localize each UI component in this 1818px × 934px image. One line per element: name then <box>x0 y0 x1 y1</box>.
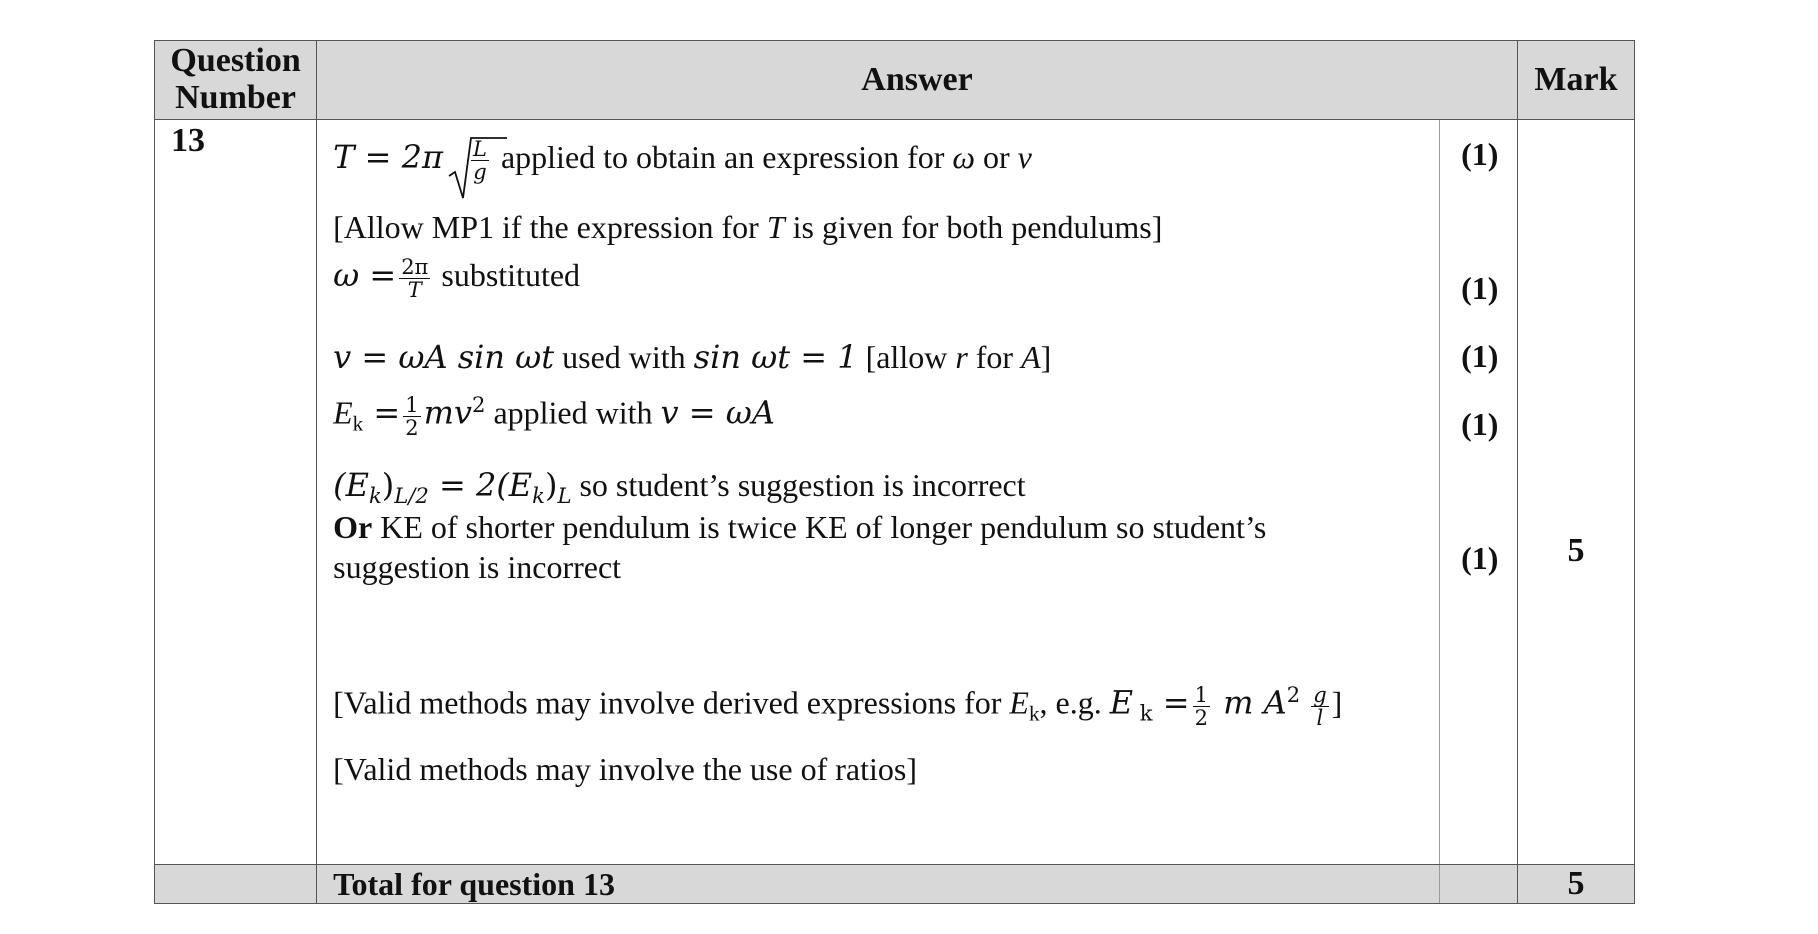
header-question-line2: Number <box>175 79 296 116</box>
mark-point-1: (1) <box>1461 136 1499 172</box>
mark-point-2: (1) <box>1461 270 1499 306</box>
ek-symbol: E <box>333 394 353 431</box>
question-row <box>155 120 1635 865</box>
mark-scheme-table <box>154 40 1635 904</box>
ek-ratio-a: (E <box>333 466 369 504</box>
allow-note <box>333 208 1162 246</box>
point-5-text: so student’s suggestion is incorrect <box>571 467 1026 503</box>
header-question-number <box>155 41 317 120</box>
header-question-line1: Question <box>170 42 301 80</box>
note1-text-a: [Valid methods may involve derived expressions for <box>333 684 1010 721</box>
point-2-text: substituted <box>433 257 581 293</box>
mark-point-3: (1) <box>1461 338 1499 374</box>
point-3-text-d: ] <box>1040 339 1052 375</box>
half-denominator: 2 <box>405 415 419 440</box>
header-mark: Mark <box>1517 41 1634 120</box>
ek-sub: k <box>352 411 364 436</box>
ek-ratio-sub2: L/2 <box>394 482 429 508</box>
ek-eq-sign: = <box>363 393 401 432</box>
note1-e-sub: k <box>1133 700 1153 726</box>
sqrt-sign-icon <box>447 134 547 204</box>
header-row <box>155 41 1635 120</box>
allow-var-t: T <box>766 209 785 245</box>
point-3-text-a: used with <box>554 339 694 375</box>
a-var: A <box>1021 339 1041 375</box>
period-formula: T = 2π <box>333 138 443 176</box>
or-bold: Or <box>333 509 373 545</box>
r-var: r <box>955 339 968 375</box>
ek-ratio-d: ) <box>544 466 558 504</box>
note-derived-expressions <box>333 682 1342 729</box>
mark-point-4: (1) <box>1461 406 1499 442</box>
header-answer: Answer <box>317 41 1518 120</box>
sqrt-numerator: L <box>473 137 487 162</box>
omega-denominator: T <box>407 278 422 303</box>
or-text: or <box>974 139 1018 175</box>
total-empty-cell <box>155 865 317 904</box>
divider <box>1439 120 1440 864</box>
note1-e: E <box>1109 683 1134 722</box>
point-4-text: applied with <box>485 394 661 431</box>
v-var: v <box>1017 139 1032 175</box>
sin-eq: sin ωt = 1 <box>693 338 858 376</box>
sqrt-denominator: g <box>473 160 487 185</box>
note-ratios: [Valid methods may involve the use of ratios] <box>333 751 917 787</box>
note1-frac2-num: g <box>1313 682 1327 707</box>
mv-term: mv <box>423 393 472 432</box>
question-number: 13 <box>155 120 317 865</box>
omega-eq: ω = <box>333 256 397 294</box>
omega-numerator: 2π <box>401 255 429 280</box>
half-numerator: 1 <box>405 392 419 417</box>
point-3-text-b: [allow <box>857 339 956 375</box>
answer-point-5-or <box>333 508 1266 546</box>
note1-ek: E <box>1009 684 1029 721</box>
note1-frac1 <box>1193 684 1210 729</box>
mv-sup: 2 <box>472 392 486 417</box>
note1-eq: = <box>1152 683 1190 722</box>
velocity-eq: v = ωA sin ωt <box>333 338 555 376</box>
note1-ek-sub: k <box>1028 701 1040 726</box>
mark-point-5: (1) <box>1461 540 1499 576</box>
answer-point-5 <box>333 466 1026 508</box>
note1-frac1-den: 2 <box>1194 705 1208 730</box>
answer-point-3 <box>333 338 1051 376</box>
note1-close: ] <box>1331 684 1343 721</box>
ek-ratio-b: ) <box>381 466 395 504</box>
note1-frac2 <box>1311 684 1328 729</box>
answer-point-2 <box>333 256 580 301</box>
total-mark-cell <box>1517 865 1634 904</box>
point-3-text-c: for <box>967 339 1022 375</box>
allow-text-b: is given for both pendulums] <box>784 209 1163 245</box>
note1-text-b: , e.g. <box>1039 684 1110 721</box>
note1-frac1-num: 1 <box>1194 682 1208 707</box>
point-1-text: applied to obtain an expression for <box>492 139 953 175</box>
total-mark: 5 <box>1567 865 1585 902</box>
answer-point-4 <box>333 392 775 439</box>
or-text-line1: KE of shorter pendulum is twice KE of longer pendulum so student’s <box>372 509 1267 545</box>
note1-sup: 2 <box>1286 682 1301 707</box>
answer-point-1 <box>333 138 1032 183</box>
half-fraction <box>403 394 420 439</box>
v-omega-eq: v = ωA <box>660 393 775 432</box>
question-mark-total: 5 <box>1567 532 1585 569</box>
total-label: Total for question 13 <box>333 866 615 902</box>
ek-ratio-sub3: k <box>532 482 545 508</box>
note1-ma: m A <box>1212 683 1287 722</box>
answer-cell <box>317 120 1518 865</box>
total-row <box>155 865 1635 904</box>
or-text-line2: suggestion is incorrect <box>333 549 622 585</box>
total-label-cell <box>317 865 1518 904</box>
omega-var: ω <box>952 139 975 175</box>
ek-ratio-sub4: L <box>557 482 572 508</box>
note1-frac2-den: l <box>1316 705 1324 730</box>
mark-cell <box>1517 120 1634 865</box>
ek-ratio-c: = 2(E <box>428 466 533 504</box>
answer-point-5-or-line2 <box>333 548 621 586</box>
omega-fraction <box>399 256 430 301</box>
sqrt-expression <box>447 138 489 183</box>
allow-text-a: [Allow MP1 if the expression for <box>333 209 767 245</box>
total-divider <box>1439 865 1440 903</box>
ek-ratio-sub1: k <box>368 482 382 508</box>
